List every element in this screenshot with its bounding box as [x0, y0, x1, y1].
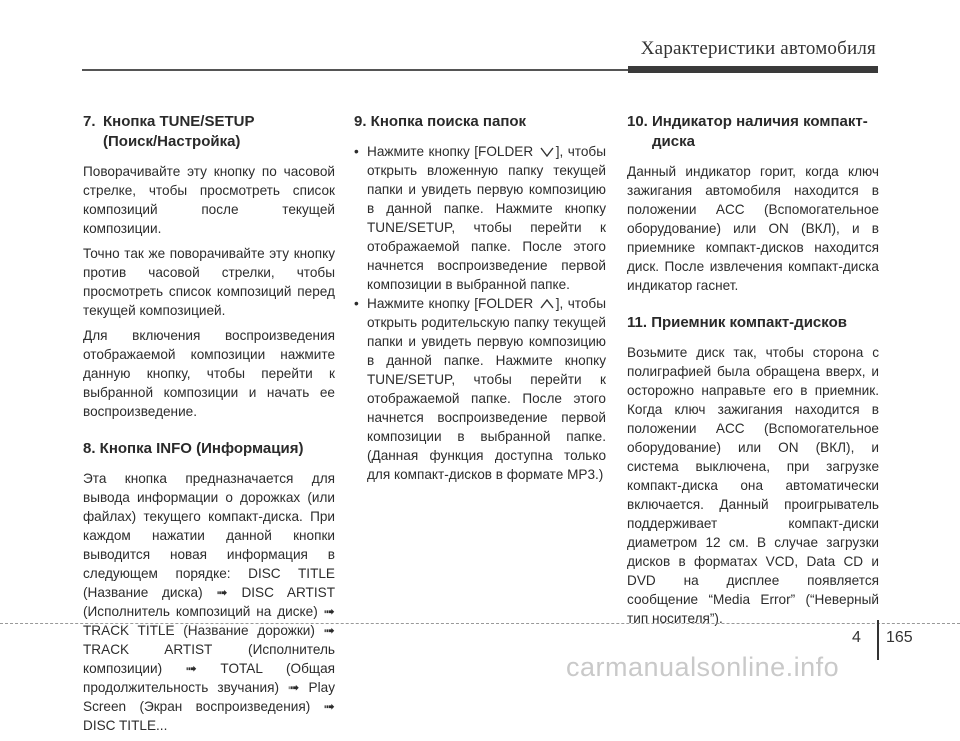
page-number-separator — [877, 620, 879, 660]
section-heading-tune-setup — [83, 112, 335, 152]
section-heading-folder-search: 9. Кнопка поиска папок — [354, 113, 527, 130]
paragraph: Поворачивайте эту кнопку по часовой стрелке, чтобы просмотреть список композиций после текущей композиции. — [83, 164, 335, 236]
chevron-down-icon — [540, 147, 554, 157]
bullet-text-post: ], чтобы открыть вложенную папку текущей папки и увидеть первую композицию в данной папке. Нажмите кнопку TUNE/SETUP, чтобы перейти к отображаемой папке. После этого начнется воспроизведение первой композиции в выбранной папке. — [367, 144, 606, 292]
section-heading-info: 8. Кнопка INFO (Информация) — [83, 440, 304, 457]
column-middle — [354, 112, 606, 484]
section-number: 7. — [83, 113, 96, 130]
watermark: carmanualsonline.info — [566, 652, 840, 682]
bullet-text-pre: Нажмите кнопку [FOLDER — [367, 296, 534, 311]
footer-divider — [0, 623, 960, 625]
column-right — [627, 112, 879, 634]
section-title-line2: диска — [652, 133, 695, 150]
chevron-up-icon — [540, 299, 554, 309]
paragraph: Эта кнопка предназначается для вывода информации о дорожках (или файлах) текущего компакт-диска. При каждом нажатии данной кнопки выводится новая информация в следующем порядке: DISC TITLE (Название диска) ➟ DISC ARTIST (Исполнитель композиций на диске) ➟ TRACK TITLE (Название дорожки) ➟ TRACK ARTIST (Исполнитель композиции) ➟ TOTAL (Общая продолжительность звучания) ➟ Play Screen (Экран воспроизведения) ➟ DISC TITLE... — [83, 471, 335, 733]
bullet-text-post: ], чтобы открыть родительскую папку текущей папки и увидеть первую композицию в данной папке. Нажмите кнопку TUNE/SETUP, чтобы перейти к отображаемой папке. После этого начнется воспроизведение первой композиции в выбранной папке. (Данная функция доступна только для компакт-дисков в формате MP3.) — [367, 296, 606, 482]
column-left — [83, 112, 335, 741]
bullet-list — [354, 142, 606, 484]
paragraph: Для включения воспроизведения отображаемой композиции нажмите данную кнопку, чтобы перейти к выбранной композиции и начать ее воспроизведение. — [83, 328, 335, 419]
list-item — [354, 294, 606, 484]
paragraph: Данный индикатор горит, когда ключ зажигания автомобиля находится в положении ACC (Вспомогательное оборудование) или ON (ВКЛ), и в приемнике компакт-дисков находится диск. После извлечения компакт-диска индикатор гаснет. — [627, 164, 879, 293]
section-title-line2: (Поиск/Настройка) — [103, 133, 241, 150]
section-title-line1: Индикатор наличия компакт- — [652, 113, 868, 130]
page-header-title: Характеристики автомобиля — [640, 38, 876, 59]
page-number: 165 — [886, 629, 913, 646]
bullet-text-pre: Нажмите кнопку [FOLDER — [367, 144, 534, 159]
section-heading-cd-slot: 11. Приемник компакт-дисков — [627, 314, 847, 331]
section-number: 10. — [627, 113, 648, 130]
paragraph: Точно так же поворачивайте эту кнопку против часовой стрелки, чтобы просмотреть список композиций перед текущей композицией. — [83, 246, 335, 318]
section-heading-cd-indicator — [627, 112, 879, 152]
spacer — [627, 301, 879, 313]
spacer — [83, 427, 335, 439]
list-item — [354, 142, 606, 294]
paragraph: Возьмите диск так, чтобы сторона с полиграфией была обращена вверх, и осторожно направьте его в приемник. Когда ключ зажигания находится в положении ACC (Вспомогательное оборудование) или ON (ВКЛ), и система выключена, при загрузке компакт-диска она автоматически включается. Данный проигрыватель поддерживает компакт-диски диаметром 12 см. В случае загрузки дисков в форматах VCD, Data CD и DVD на дисплее появляется сообщение “Media Error” (“Неверный тип носителя”). — [627, 345, 879, 626]
chapter-number: 4 — [852, 629, 861, 646]
section-title-line1: Кнопка TUNE/SETUP — [103, 113, 255, 130]
header-accent-bar — [628, 66, 878, 73]
